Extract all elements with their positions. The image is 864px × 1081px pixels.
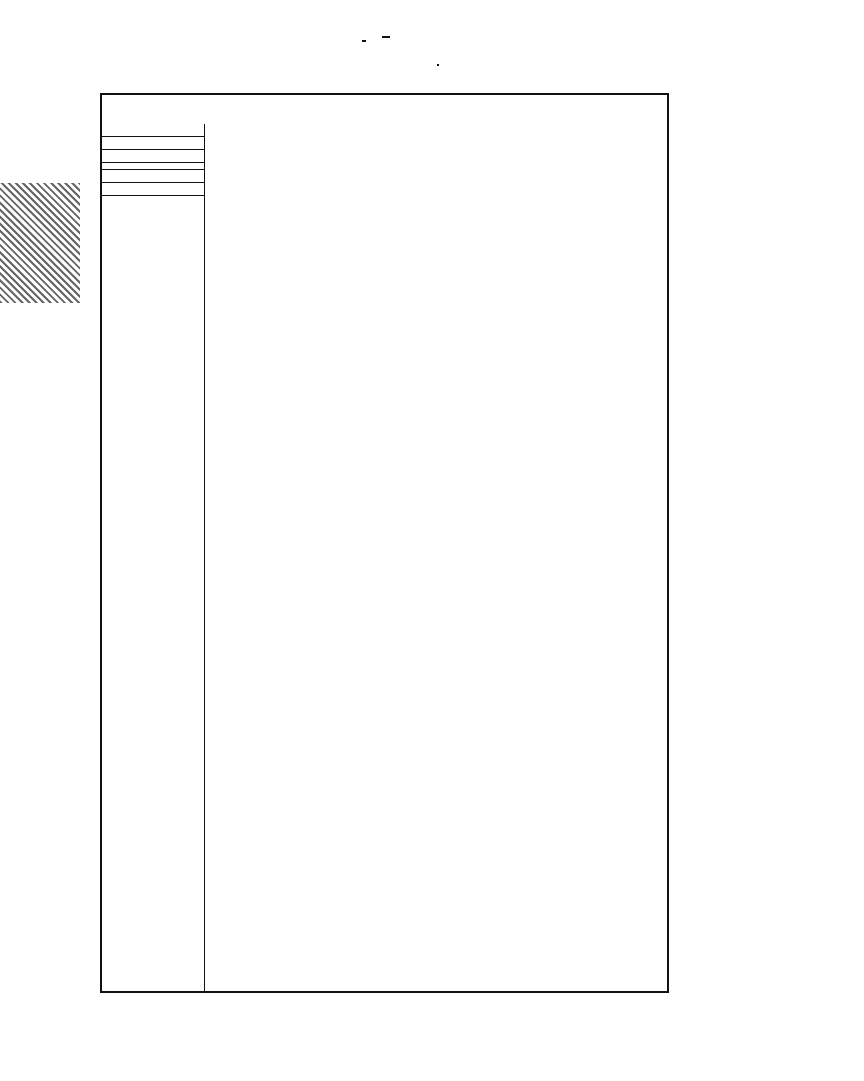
scan-speck bbox=[382, 36, 390, 38]
scan-speck bbox=[362, 40, 366, 42]
builder-list bbox=[100, 196, 204, 352]
stamp-mark bbox=[0, 183, 80, 303]
address-header bbox=[100, 124, 204, 137]
notes bbox=[206, 165, 252, 965]
lot-header bbox=[100, 150, 204, 163]
scan-speck bbox=[437, 64, 439, 66]
lot-footer bbox=[100, 169, 204, 183]
left-panel bbox=[100, 124, 205, 993]
household-total bbox=[100, 143, 204, 150]
builder-header bbox=[100, 183, 204, 196]
